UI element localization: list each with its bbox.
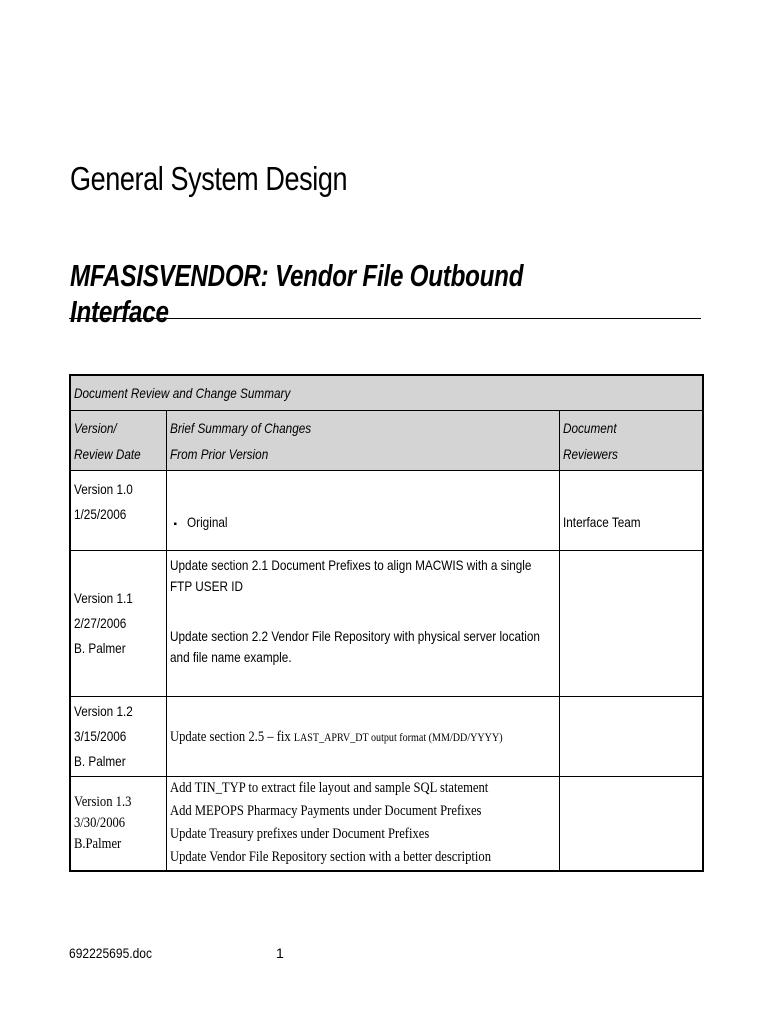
reviewers-cell [559,551,703,697]
bullet-icon: ▪ [173,518,178,530]
reviewers-cell: Interface Team [559,471,703,551]
document-subtitle: MFASISVENDOR: Vendor File Outbound Interface [70,258,524,329]
version-cell: Version 1.0 1/25/2006 [70,471,166,551]
header-summary: Brief Summary of Changes From Prior Version [166,411,559,471]
version-cell: Version 1.1 2/27/2006 B. Palmer [70,551,166,697]
header-version: Version/ Review Date [70,411,166,471]
summary-cell: ▪ Original [166,471,559,551]
table-caption: Document Review and Change Summary [70,375,703,411]
page-title: General System Design [70,160,348,197]
footer-page-number: 1 [276,945,284,961]
summary-cell: Update section 2.5 – fix LAST_APRV_DT output format (MM/DD/YYYY) [166,697,559,777]
table-header-row [70,411,703,471]
summary-cell: Update section 2.1 Document Prefixes to align MACWIS with a single FTP USER ID Update section 2.2 Vendor File Repository with physical server location and file name example. [166,551,559,697]
table-row [70,551,703,697]
table-caption-row [70,375,703,411]
reviewers-cell [559,697,703,777]
version-cell: Version 1.3 3/30/2006 B.Palmer [70,777,166,871]
header-reviewers: Document Reviewers [559,411,703,471]
footer-filename: 692225695.doc [69,945,153,961]
summary-cell: Add TIN_TYP to extract file layout and sample SQL statement Add MEPOPS Pharmacy Payments under Document Prefixes Update Treasury prefixes under Document Prefixes Update Vendor File Repository section with a better description [166,777,559,871]
reviewers-cell [559,777,703,871]
version-cell: Version 1.2 3/15/2006 B. Palmer [70,697,166,777]
table-row [70,777,703,871]
title-divider [69,318,701,319]
change-summary-table [69,374,704,872]
table-row [70,471,703,551]
table-row [70,697,703,777]
